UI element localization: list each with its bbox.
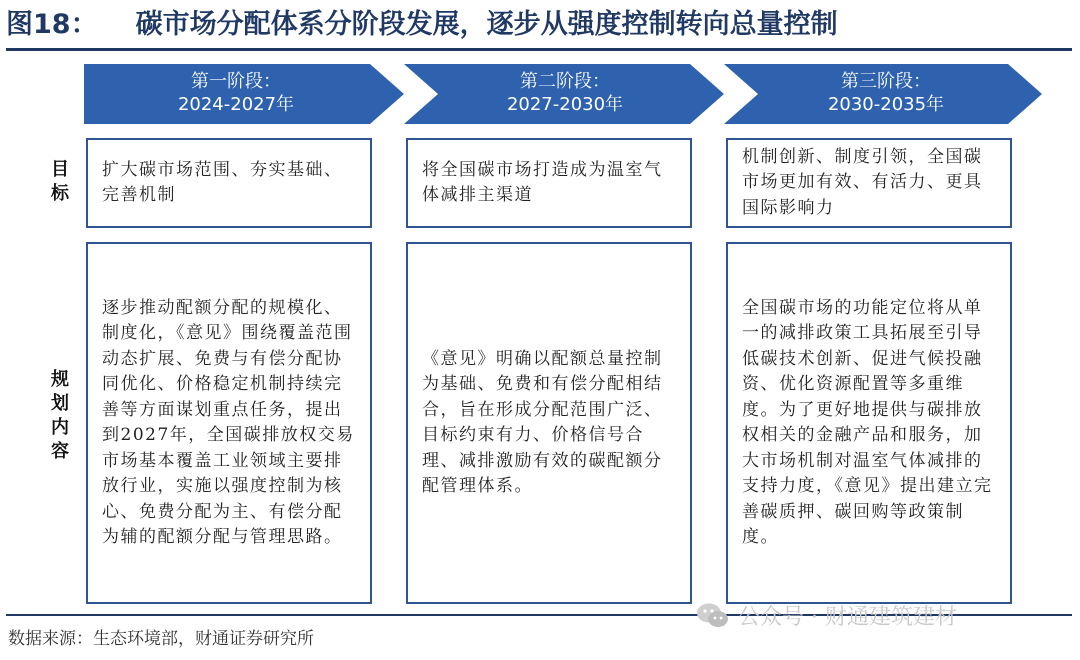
stage-2-name: 第二阶段： [520,71,610,92]
row-label-goal: 目标 [51,159,69,204]
goal-box-3: 机制创新、制度引领，全国碳市场更加有效、有活力、更具国际影响力 [726,138,1012,228]
goal-box-1: 扩大碳市场范围、夯实基础、完善机制 [86,138,372,228]
figure-title-text: 碳市场分配体系分阶段发展，逐步从强度控制转向总量控制 [135,9,838,40]
wechat-icon [696,602,730,630]
figure-number: 图18： [6,9,98,40]
stage-3-name: 第三阶段： [841,71,931,92]
planning-box-1: 逐步推动配额分配的规模化、制度化，《意见》围绕覆盖范围动态扩展、免费与有偿分配协同优化、价格稳定机制持续完善等方面谋划重点任务，提出到2027年，全国碳排放权交易市场基本覆盖工业领域主要排放行业，实施以强度控制为核心、免费分配为主、有偿分配为辅的配额分配与管理思路。 [86,242,372,604]
stage-1-years: 2024-2027年 [177,94,295,115]
stage-3-label [756,70,1016,116]
source-note: 数据来源：生态环境部，财通证券研究所 [8,629,314,649]
stage-3-years: 2030-2035年 [827,94,945,115]
watermark [696,600,957,631]
planning-box-3: 全国碳市场的功能定位将从单一的减排政策工具拓展至引导低碳技术创新、促进气候投融资、优化资源配置等多重维度。为了更好地提供与碳排放权相关的金融产品和服务，加大市场机制对温室气体减排的支持力度，《意见》提出建立完善碳质押、碳回购等政策制度。 [726,242,1012,604]
watermark-text: 公众号 · 财通建筑建材 [738,605,957,630]
stage-2-years: 2027-2030年 [506,94,624,115]
stage-1-label [106,70,366,116]
planning-box-2: 《意见》明确以配额总量控制为基础、免费和有偿分配相结合，旨在形成分配范围广泛、目标约束有力、价格信号合理、减排激励有效的碳配额分配管理体系。 [406,242,692,604]
stage-2-label [435,70,695,116]
goal-box-2: 将全国碳市场打造成为温室气体减排主渠道 [406,138,692,228]
row-label-planning: 规划内容 [51,369,69,462]
stage-1-name: 第一阶段： [191,71,281,92]
